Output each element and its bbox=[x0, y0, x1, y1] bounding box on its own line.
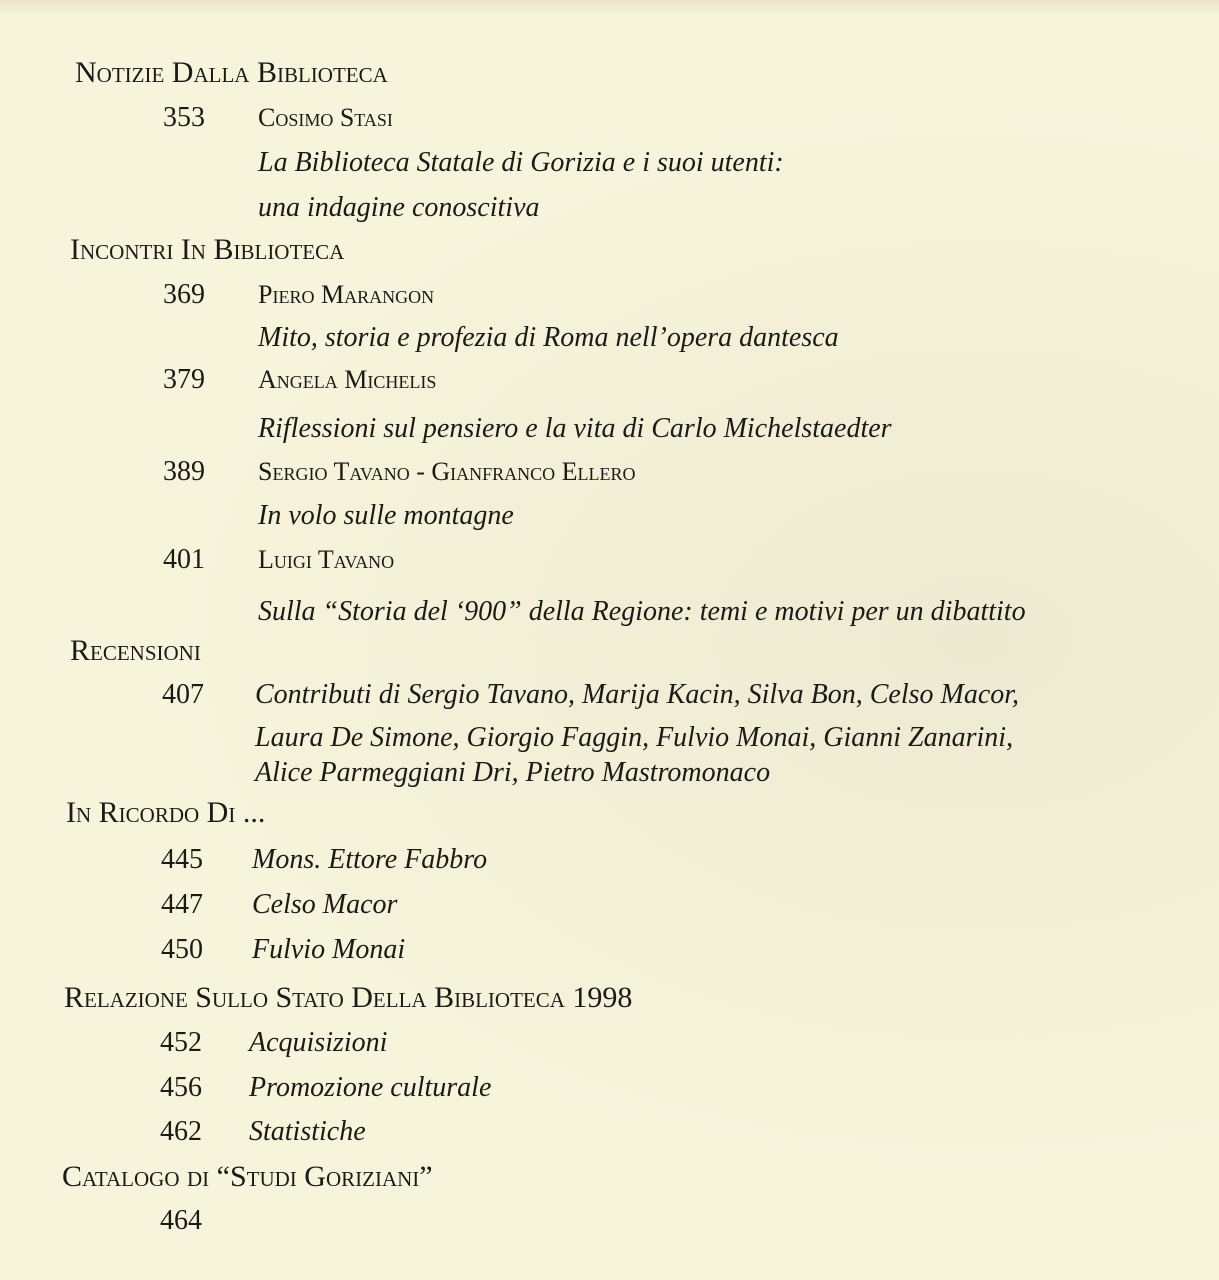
entry-title-line: Riflessioni sul pensiero e la vita di Carlo Michelstaedter bbox=[258, 413, 892, 444]
page-number: 464 bbox=[160, 1205, 202, 1236]
entry-title-line: una indagine conoscitiva bbox=[258, 192, 540, 223]
page-number: 379 bbox=[163, 364, 205, 395]
section-heading: In Ricordo Di ... bbox=[66, 796, 266, 829]
entry-title-line: La Biblioteca Statale di Gorizia e i suoi utenti: bbox=[258, 147, 784, 178]
page-number: 445 bbox=[161, 844, 203, 875]
entry-author: Cosimo Stasi bbox=[258, 103, 393, 132]
section-heading: Catalogo di “Studi Goriziani” bbox=[62, 1160, 433, 1193]
entry-author: Piero Marangon bbox=[258, 280, 435, 309]
page-edge bbox=[0, 0, 1219, 14]
section-heading: Incontri In Biblioteca bbox=[70, 233, 345, 266]
page-number: 389 bbox=[163, 456, 205, 487]
section-heading: Recensioni bbox=[70, 634, 201, 667]
entry-title-line: Statistiche bbox=[249, 1116, 366, 1147]
entry-title-line: Fulvio Monai bbox=[252, 934, 406, 965]
entry-title-line: Celso Macor bbox=[252, 889, 398, 920]
entry-author: Angela Michelis bbox=[258, 365, 437, 394]
entry-title-line: Acquisizioni bbox=[249, 1027, 388, 1058]
page-number: 452 bbox=[160, 1027, 202, 1058]
page-number: 450 bbox=[161, 934, 203, 965]
page-number: 456 bbox=[160, 1072, 202, 1103]
page-number: 407 bbox=[162, 679, 204, 710]
page-number: 447 bbox=[161, 889, 203, 920]
entry-title-line: Promozione culturale bbox=[249, 1072, 492, 1103]
section-heading: Notizie Dalla Biblioteca bbox=[75, 56, 388, 89]
page-number: 369 bbox=[163, 279, 205, 310]
section-heading: Relazione Sullo Stato Della Biblioteca 1998 bbox=[64, 981, 633, 1014]
entry-author: Luigi Tavano bbox=[258, 545, 395, 574]
entry-title-line: Mito, storia e profezia di Roma nell’opera dantesca bbox=[258, 322, 839, 353]
page-number: 462 bbox=[160, 1116, 202, 1147]
entry-title-line: Mons. Ettore Fabbro bbox=[252, 844, 488, 875]
entry-author: Sergio Tavano - Gianfranco Ellero bbox=[258, 457, 636, 486]
page-number: 353 bbox=[163, 102, 205, 133]
entry-title-line: Alice Parmeggiani Dri, Pietro Mastromonaco bbox=[255, 757, 771, 788]
entry-title-line: In volo sulle montagne bbox=[258, 500, 514, 531]
page-number: 401 bbox=[163, 544, 205, 575]
entry-title-line: Sulla “Storia del ‘900” della Regione: temi e motivi per un dibattito bbox=[258, 596, 1026, 627]
entry-title-line: Laura De Simone, Giorgio Faggin, Fulvio Monai, Gianni Zanarini, bbox=[255, 722, 1014, 753]
entry-title-line: Contributi di Sergio Tavano, Marija Kacin, Silva Bon, Celso Macor, bbox=[255, 679, 1020, 710]
